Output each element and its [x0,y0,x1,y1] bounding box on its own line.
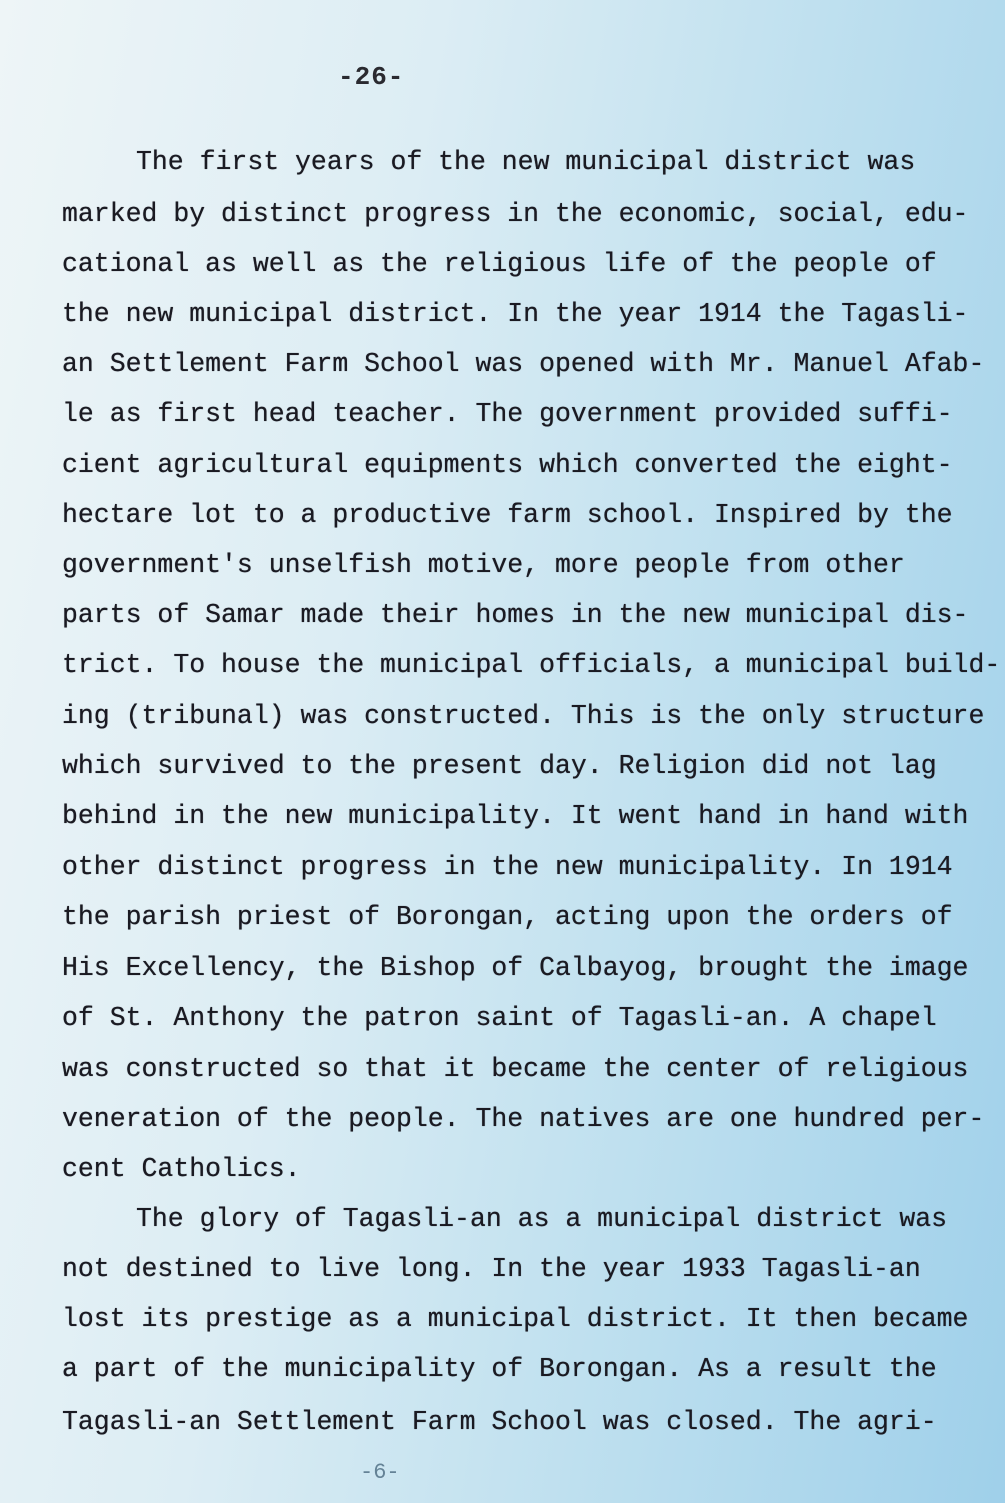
text-line: ing (tribunal) was constructed. This is the only structure [62,701,985,731]
text-line: cient agricultural equipments which converted the eight- [62,450,953,480]
text-line: Tagasli-an Settlement Farm School was closed. The agri- [62,1407,937,1437]
text-line: parts of Samar made their homes in the new municipal dis- [62,600,969,630]
text-line: not destined to live long. In the year 1933 Tagasli-an [62,1254,921,1284]
text-line: trict. To house the municipal officials, a municipal build- [62,650,1001,680]
footer-page-number: -6- [360,1460,400,1485]
text-line: le as first head teacher. The government provided suffi- [62,399,953,429]
text-line: cent Catholics. [62,1154,301,1184]
page-number: -26- [338,62,405,92]
text-line: marked by distinct progress in the economic, social, edu- [62,199,969,229]
text-line: hectare lot to a productive farm school. Inspired by the [62,500,953,530]
text-line: cational as well as the religious life of the people of [62,249,937,279]
text-line: was constructed so that it became the center of religious [62,1054,969,1084]
text-line: the parish priest of Borongan, acting upon the orders of [62,902,953,932]
text-line: an Settlement Farm School was opened with Mr. Manuel Afab- [62,349,985,379]
text-line: government's unselfish motive, more people from other [62,550,905,580]
text-line: the new municipal district. In the year 1914 the Tagasli- [62,299,969,329]
text-line: other distinct progress in the new municipality. In 1914 [62,852,953,882]
text-line: behind in the new municipality. It went hand in hand with [62,801,969,831]
text-line: which survived to the present day. Religion did not lag [62,751,937,781]
text-line: lost its prestige as a municipal district. It then became [62,1304,969,1334]
text-line: The first years of the new municipal district was [136,147,916,177]
text-line: a part of the municipality of Borongan. As a result the [62,1354,937,1384]
text-line: veneration of the people. The natives are one hundred per- [62,1104,985,1134]
text-line: of St. Anthony the patron saint of Tagasli-an. A chapel [62,1003,937,1033]
text-line: His Excellency, the Bishop of Calbayog, brought the image [62,953,969,983]
text-line: The glory of Tagasli-an as a municipal district was [136,1204,948,1234]
